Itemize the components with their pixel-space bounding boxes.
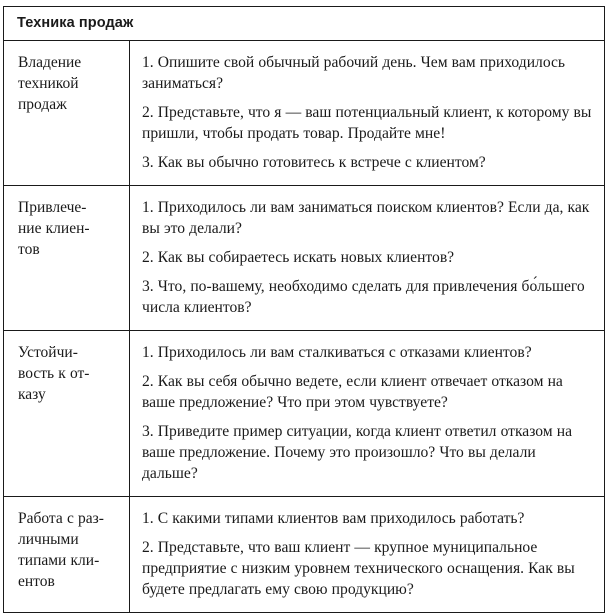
- question-item: 2. Представьте, что ваш клиент — крупное муниципальное предприятие с низким уровнем технического оснащения. Как вы будете предлагать ему свою продукцию?: [142, 539, 575, 599]
- table-title: Техника продаж: [4, 7, 605, 41]
- category-line: тов: [18, 241, 40, 259]
- table-body: [4, 7, 605, 613]
- question-item: 3. Как вы обычно готовитесь к встрече с клиентом?: [142, 154, 486, 172]
- category-line: ние клиен-: [18, 220, 90, 238]
- category-cell: [4, 331, 130, 497]
- questions-cell: [130, 186, 605, 331]
- questions-cell: [130, 41, 605, 186]
- table-row: [4, 331, 605, 497]
- category-cell: [4, 497, 130, 613]
- table-header-row: [4, 7, 605, 41]
- category-line: Привлече-: [18, 199, 87, 217]
- question-item: 1. Приходилось ли вам заниматься поиском клиентов? Если да, как вы это делали?: [142, 199, 590, 238]
- category-line: казу: [18, 386, 46, 404]
- table-row: [4, 497, 605, 613]
- category-line: вость к от-: [18, 365, 90, 383]
- category-line: продаж: [18, 96, 67, 114]
- table-row: [4, 41, 605, 186]
- question-item: 2. Представьте, что я — ваш потенциальный клиент, к которому вы пришли, чтобы продать товар. Продайте мне!: [142, 104, 592, 143]
- category-line: Устойчи-: [18, 344, 78, 362]
- category-line: ентов: [18, 573, 55, 591]
- category-cell: [4, 186, 130, 331]
- sales-technique-table: [3, 6, 605, 613]
- table-row: [4, 186, 605, 331]
- question-item: 1. С какими типами клиентов вам приходилось работать?: [142, 510, 525, 528]
- question-item: 3. Что, по-вашему, необходимо сделать для привлечения бо́льшего числа клиентов?: [142, 278, 585, 317]
- category-line: Работа с раз-: [18, 510, 104, 528]
- category-line: техникой: [18, 75, 79, 93]
- question-item: 3. Приведите пример ситуации, когда клиент ответил отказом на ваше предложение. Почему это произошло? Что вы делали дальше?: [142, 423, 573, 483]
- category-line: личными: [18, 531, 79, 549]
- category-line: Владение: [18, 54, 82, 72]
- question-item: 1. Опишите свой обычный рабочий день. Чем вам приходилось заниматься?: [142, 54, 566, 93]
- question-item: 1. Приходилось ли вам сталкиваться с отказами клиентов?: [142, 344, 532, 362]
- question-item: 2. Как вы себя обычно ведете, если клиент отвечает отказом на ваше предложение? Что при этом чувствуете?: [142, 373, 563, 412]
- questions-cell: [130, 331, 605, 497]
- question-item: 2. Как вы собираетесь искать новых клиентов?: [142, 249, 455, 267]
- category-line: типами кли-: [18, 552, 100, 570]
- category-cell: [4, 41, 130, 186]
- questions-cell: [130, 497, 605, 613]
